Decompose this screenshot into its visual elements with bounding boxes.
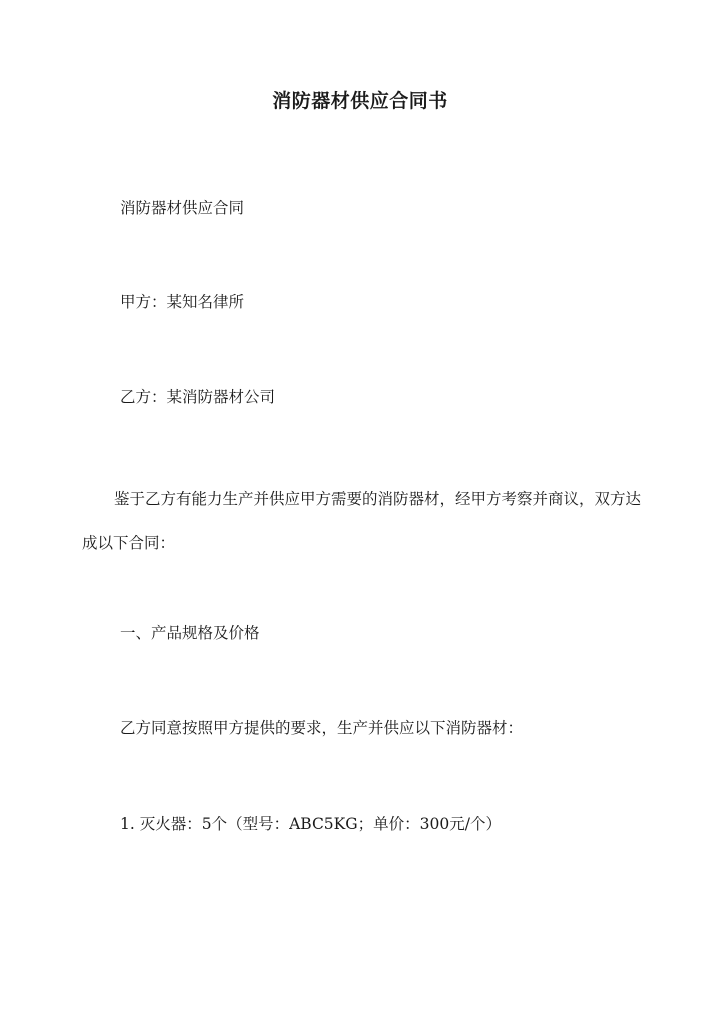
party-b-line: 乙方：某消防器材公司	[120, 388, 276, 406]
document-title: 消防器材供应合同书	[272, 90, 448, 112]
party-a-line: 甲方：某知名律所	[120, 293, 245, 311]
section-intro: 乙方同意按照甲方提供的要求，生产并供应以下消防器材：	[120, 719, 524, 737]
contract-subtitle: 消防器材供应合同	[120, 199, 245, 217]
preamble-paragraph: 鉴于乙方有能力生产并供应甲方需要的消防器材，经甲方考察并商议，双方达成以下合同：	[82, 490, 642, 552]
section-heading: 一、产品规格及价格	[120, 624, 260, 642]
list-item: 1. 灭火器：5个（型号：ABC5KG；单价：300元/个）	[120, 815, 501, 833]
